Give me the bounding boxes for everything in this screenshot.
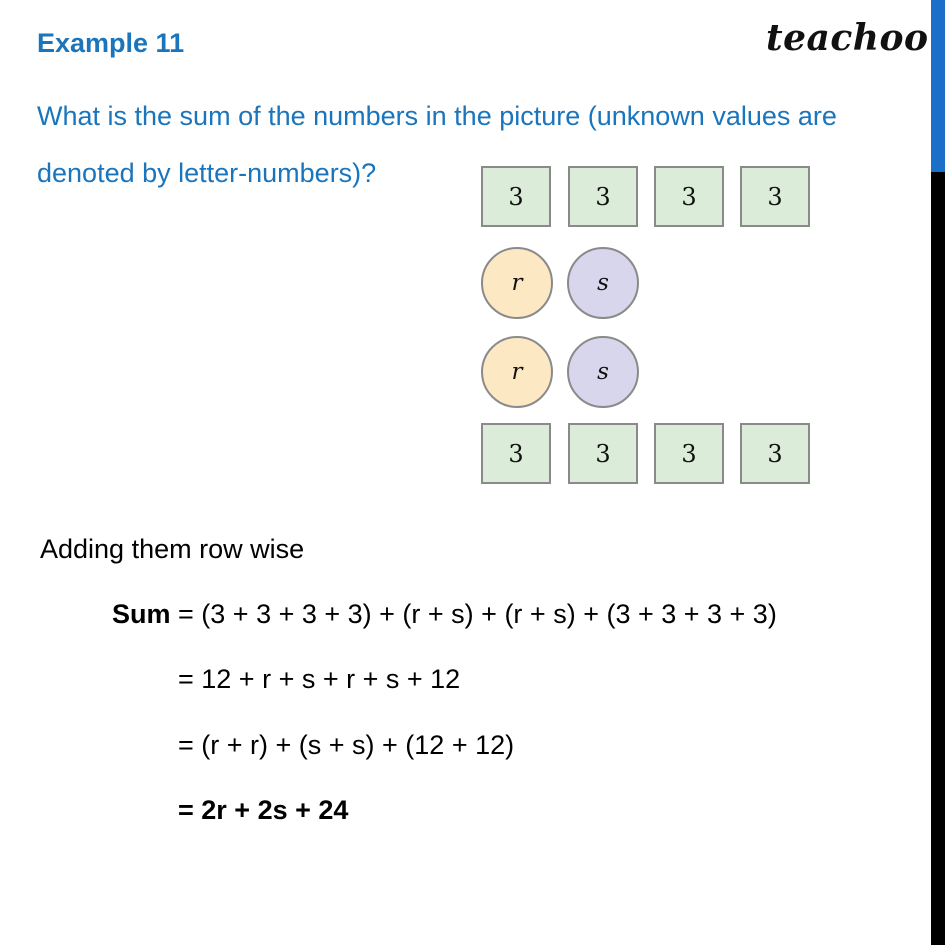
sum-step-1: = (3 + 3 + 3 + 3) + (r + s) + (r + s) + (3 + 3 + 3 + 3) (178, 599, 777, 629)
number-box: 3 (568, 166, 638, 227)
brand-logo: teachoo (766, 17, 929, 59)
circle-s: s (567, 247, 639, 319)
sum-line (112, 598, 777, 630)
circle-r: r (481, 336, 553, 408)
number-box: 3 (654, 423, 724, 484)
number-box: 3 (740, 423, 810, 484)
number-box: 3 (481, 166, 551, 227)
question-line-2: denoted by letter-numbers)? (37, 158, 377, 188)
number-picture (481, 166, 815, 486)
sum-label: Sum (112, 599, 171, 629)
question-line-1: What is the sum of the numbers in the picture (unknown values are (37, 101, 837, 131)
sum-step-3: = (r + r) + (s + s) + (12 + 12) (178, 730, 515, 760)
solution-intro: Adding them row wise (40, 534, 305, 564)
circle-r: r (481, 247, 553, 319)
sum-result: = 2r + 2s + 24 (178, 795, 349, 825)
circle-s: s (567, 336, 639, 408)
example-title: Example 11 (37, 28, 185, 58)
number-box: 3 (568, 423, 638, 484)
number-box: 3 (740, 166, 810, 227)
sum-step-2: = 12 + r + s + r + s + 12 (178, 664, 461, 694)
sidebar-accent-bar (931, 0, 945, 172)
number-box: 3 (481, 423, 551, 484)
number-box: 3 (654, 166, 724, 227)
